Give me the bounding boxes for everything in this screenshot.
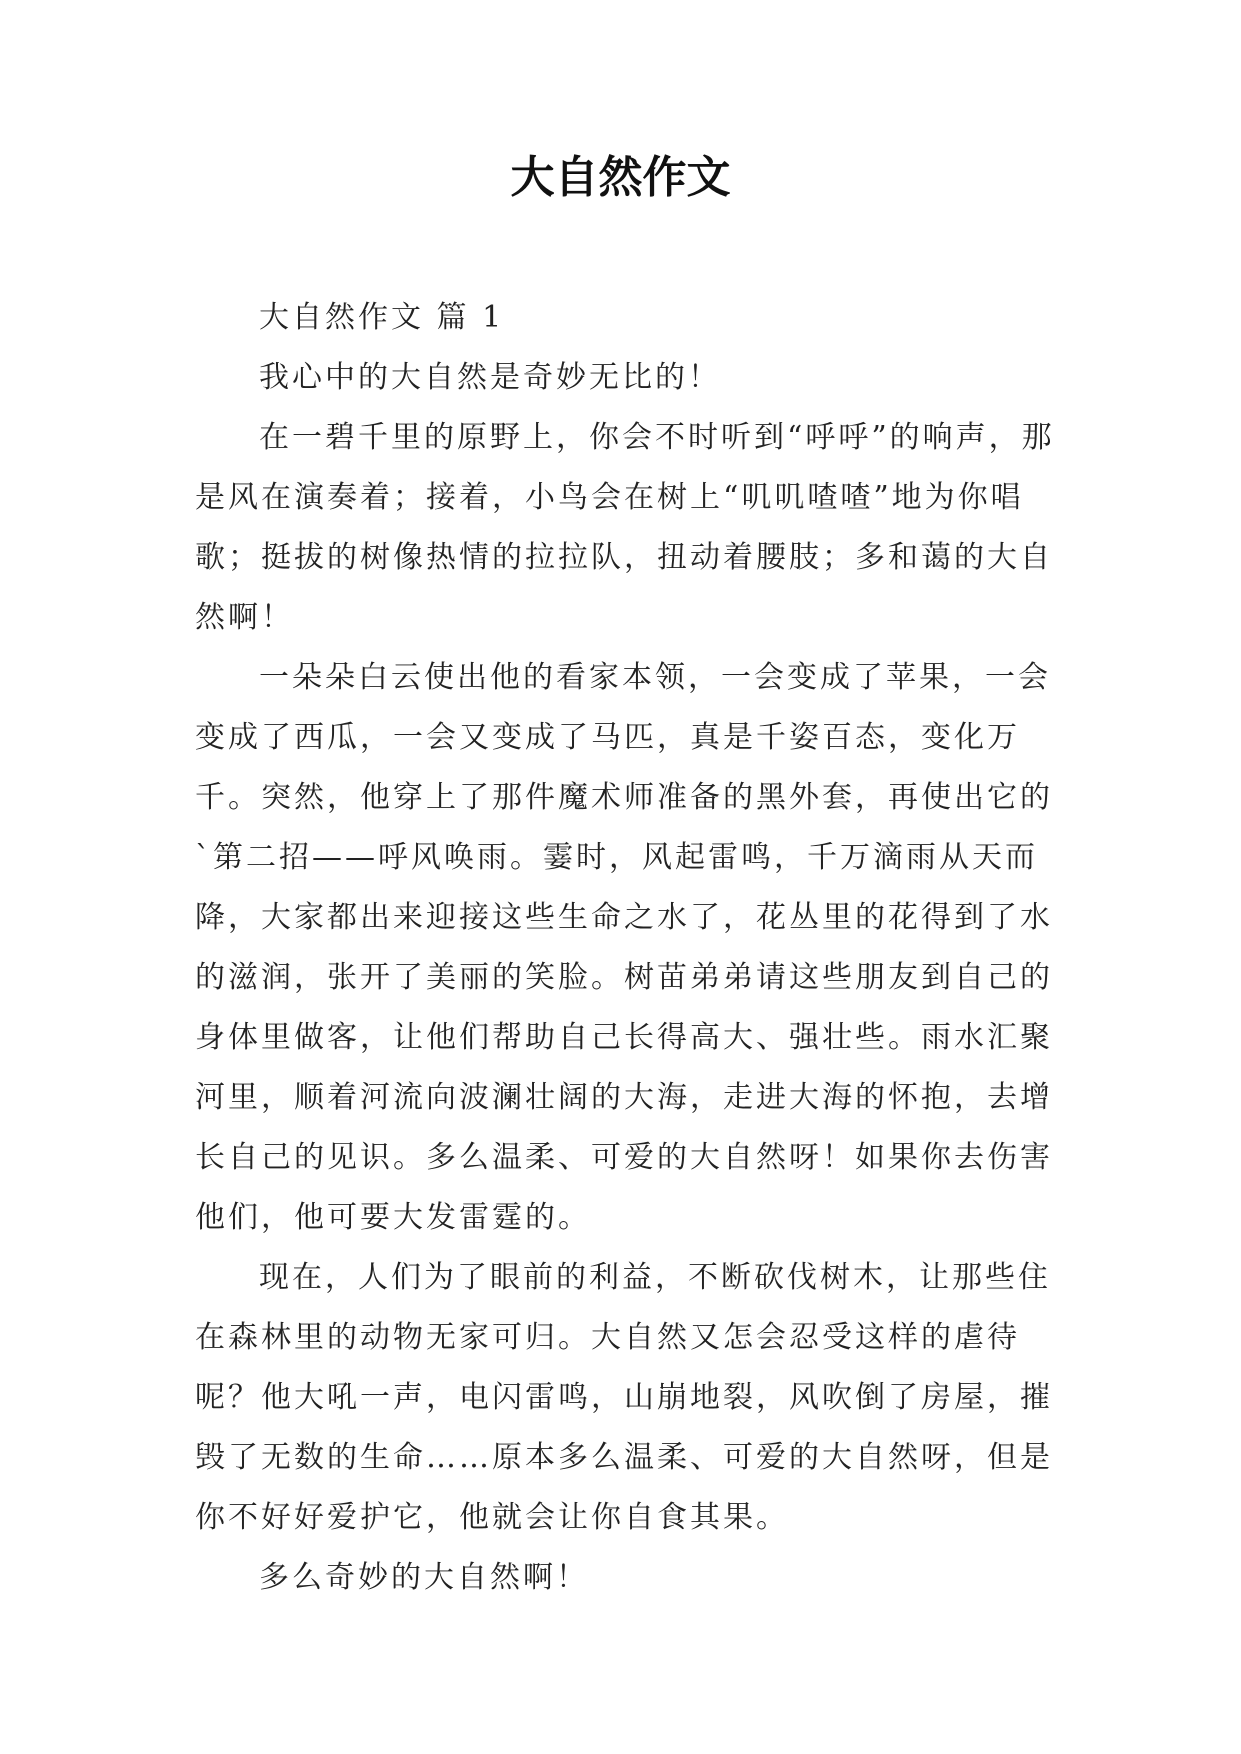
- paragraph-2: 在一碧千里的原野上，你会不时听到“呼呼”的响声，那是风在演奏着；接着，小鸟会在树上“叽叽喳喳”地为你唱歌；挺拔的树像热情的拉拉队，扭动着腰肢；多和蔼的大自然啊！: [195, 420, 1055, 635]
- document-body: [195, 288, 1055, 1608]
- paragraph-1: 我心中的大自然是奇妙无比的！: [259, 360, 721, 395]
- section-heading: 大自然作文 篇 1: [259, 300, 505, 335]
- paragraph-4: 现在，人们为了眼前的利益，不断砍伐树木，让那些住在森林里的动物无家可归。大自然又怎会忍受这样的虐待呢？他大吼一声，电闪雷鸣，山崩地裂，风吹倒了房屋，摧毁了无数的生命……原本多么温柔、可爱的大自然呀，但是你不好好爱护它，他就会让你自食其果。: [195, 1260, 1053, 1535]
- document-title: 大自然作文: [510, 152, 731, 203]
- paragraph-3: 一朵朵白云使出他的看家本领，一会变成了苹果，一会变成了西瓜，一会又变成了马匹，真是千姿百态，变化万千。突然，他穿上了那件魔术师准备的黑外套，再使出它的`第二招——呼风唤雨。霎时，风起雷鸣，千万滴雨从天而降，大家都出来迎接这些生命之水了，花丛里的花得到了水的滋润，张开了美丽的笑脸。树苗弟弟请这些朋友到自己的身体里做客，让他们帮助自己长得高大、强壮些。雨水汇聚河里，顺着河流向波澜壮阔的大海，走进大海的怀抱，去增长自己的见识。多么温柔、可爱的大自然呀！如果你去伤害他们，他可要大发雷霆的。: [195, 660, 1053, 1235]
- paragraph-5: 多么奇妙的大自然啊！: [259, 1560, 589, 1595]
